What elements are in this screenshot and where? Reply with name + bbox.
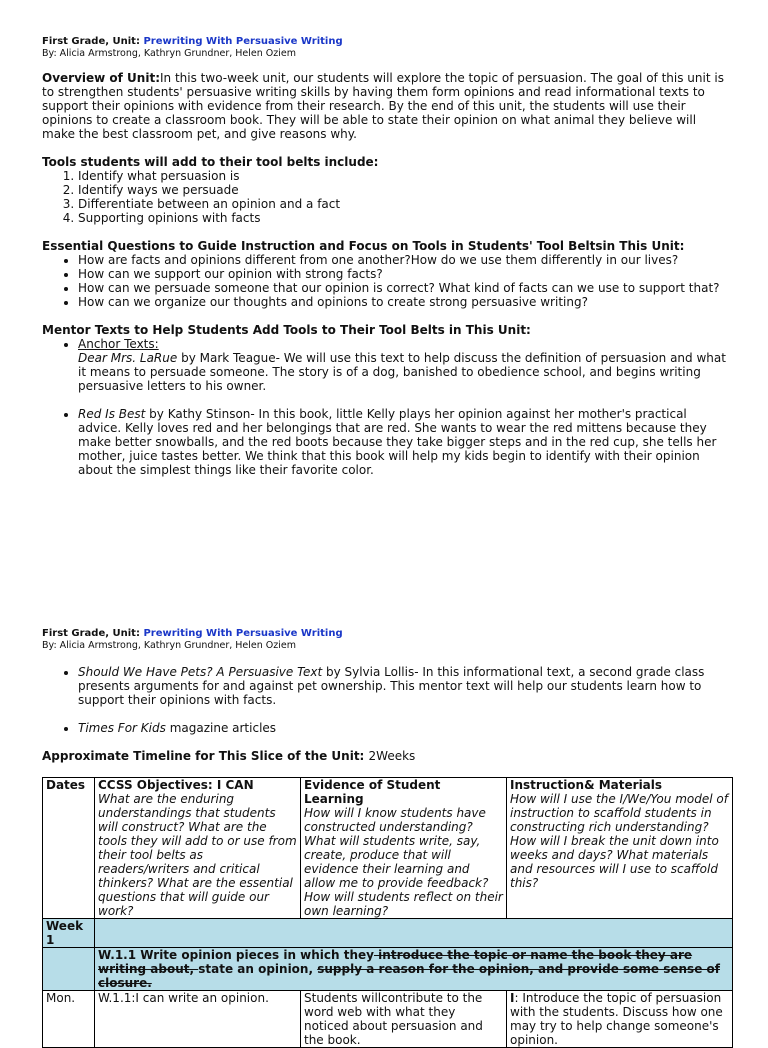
header-title: Evidence of Student Learning [304, 778, 441, 806]
header-cell-evidence [301, 778, 507, 919]
instruction-cell [507, 991, 733, 1048]
book-title: Dear Mrs. LaRue [78, 351, 178, 365]
header-description: How will I know students have constructed understanding?What will students write, say, create, produce that will evidence their learning and allow me to provide feedback? How will students reflect on their own learning? [304, 806, 503, 918]
book-title: Times For Kids [78, 721, 166, 735]
unit-title-link[interactable]: Prewriting With Persuasive Writing [143, 36, 343, 47]
grade-unit-label: First Grade, Unit: [42, 628, 144, 639]
header-title: Dates [46, 778, 86, 792]
book-title: Red Is Best [78, 407, 146, 421]
list-item: • How can we persuade someone that our opinion is correct? What kind of facts can we use to support that? [78, 281, 732, 295]
standard-spacer [43, 948, 95, 991]
list-item: • How can we organize our thoughts and opinions to create strong persuasive writing? [78, 295, 732, 309]
anchor-texts-label: Anchor Texts: [78, 337, 159, 351]
objective-cell: W.1.1:I can write an opinion. [95, 991, 301, 1048]
evidence-cell: Students willcontribute to the word web with what they noticed about persuasion and the book. [301, 991, 507, 1048]
book-title: Should We Have Pets? A Persuasive Text [78, 665, 323, 679]
header-description: How will I use the I/We/You model of instruction to scaffold students in constructing rich understanding? How will I break the unit down into weeks and days? What materials and resources will I use to scaffold this? [510, 792, 728, 890]
standard-cell [95, 948, 733, 991]
instruction-text: : Introduce the topic of persuasion with the students. Discuss how one may try to help change someone's opinion. [510, 991, 723, 1047]
week-spacer [95, 919, 733, 948]
day-cell: Mon. [43, 991, 95, 1048]
header-cell-instruction [507, 778, 733, 919]
unit-plan-table [42, 777, 733, 1048]
timeline-value: 2Weeks [368, 749, 416, 763]
tools-heading: Tools students will add to their tool belts include: [42, 155, 379, 169]
week-label: Week 1 [43, 919, 95, 948]
overview-text: In this two-week unit, our students will explore the topic of persuasion. The goal of this unit is to strengthen students' persuasive writing skills by having them form opinions and read informational texts to support their opinions with evidence from their research. By the end of this unit, the students will use their opinions to create a classroom book. They will be able to state their opinion on what animal they believe will make the best classroom pet, and give reasons why. [42, 71, 724, 141]
list-item: 3. Differentiate between an opinion and a fact [78, 197, 732, 211]
book-description: magazine articles [165, 721, 277, 735]
essential-questions-heading: Essential Questions to Guide Instruction and Focus on Tools in Students' Tool Beltsin This Unit: [42, 239, 685, 253]
page-2 [42, 628, 732, 1048]
standard-text: state an opinion, [198, 962, 318, 976]
instruction-label: I [510, 991, 515, 1005]
header-title: Instruction& Materials [510, 778, 663, 792]
running-header [42, 628, 732, 640]
essential-questions-list [42, 253, 732, 309]
tools-list [42, 169, 732, 225]
mentor-texts-list [42, 337, 732, 477]
overview-paragraph [42, 71, 732, 141]
table-row [43, 991, 733, 1048]
standard-struck-text: supply a reason for the opinion, and provide some sense of closure. [98, 962, 720, 990]
list-item: 4. Supporting opinions with facts [78, 211, 732, 225]
authors-line: By: Alicia Armstrong, Kathryn Grundner, Helen Oziem [42, 640, 296, 651]
header-description: What are the enduring understandings that students will construct? What are the tools they will add to or use from their tool belts as readers/writers and critical thinkers? What are the essential questions that will guide our work? [98, 792, 297, 918]
table-header-row [43, 778, 733, 919]
list-item [78, 337, 732, 393]
list-item [78, 665, 732, 707]
list-item: • How can we support our opinion with strong facts? [78, 267, 732, 281]
header-cell-objectives [95, 778, 301, 919]
standard-row [43, 948, 733, 991]
list-item [78, 407, 732, 477]
list-item: 2. Identify ways we persuade [78, 183, 732, 197]
book-description: by Sylvia Lollis- In this informational text, a second grade class presents arguments for and against pet ownership. This mentor text will help our students learn how to support their opinions with facts. [78, 665, 705, 707]
list-item [78, 721, 732, 735]
header-cell-dates [43, 778, 95, 919]
mentor-texts-heading: Mentor Texts to Help Students Add Tools to Their Tool Belts in This Unit: [42, 323, 531, 337]
book-description: by Mark Teague- We will use this text to help discuss the definition of persuasion and what it means to persuade someone. The story is of a dog, banished to obedience school, and begins writing persuasive letters to his owner. [78, 351, 726, 393]
book-description: by Kathy Stinson- In this book, little Kelly plays her opinion against her mother's practical advice. Kelly loves red and her belongings that are red. She wants to wear the red mittens because they make better snowballs, and the red boots because they take bigger steps and in the red cup, she tells her mother, juice tastes better. We think that this book will help my kids begin to identify with their opinion about the simplest things like their favorite color. [78, 407, 717, 477]
standard-text: W.1.1 Write opinion pieces in which they [98, 948, 374, 962]
timeline-line [42, 749, 732, 763]
week-row [43, 919, 733, 948]
grade-unit-label: First Grade, Unit: [42, 36, 144, 47]
header-title: CCSS Objectives: I CAN [98, 778, 254, 792]
standard-struck-text: introduce the topic or name the book they are writing about, [98, 948, 693, 976]
overview-label: Overview of Unit: [42, 71, 160, 85]
list-item: • How are facts and opinions different from one another?How do we use them differently in our lives? [78, 253, 732, 267]
unit-title-link[interactable]: Prewriting With Persuasive Writing [143, 628, 343, 639]
list-item: 1. Identify what persuasion is [78, 169, 732, 183]
page-1 [42, 36, 732, 477]
timeline-label: Approximate Timeline for This Slice of the Unit: [42, 749, 369, 763]
running-header [42, 36, 732, 48]
authors-line: By: Alicia Armstrong, Kathryn Grundner, Helen Oziem [42, 48, 296, 59]
mentor-texts-list-continued [42, 665, 732, 735]
